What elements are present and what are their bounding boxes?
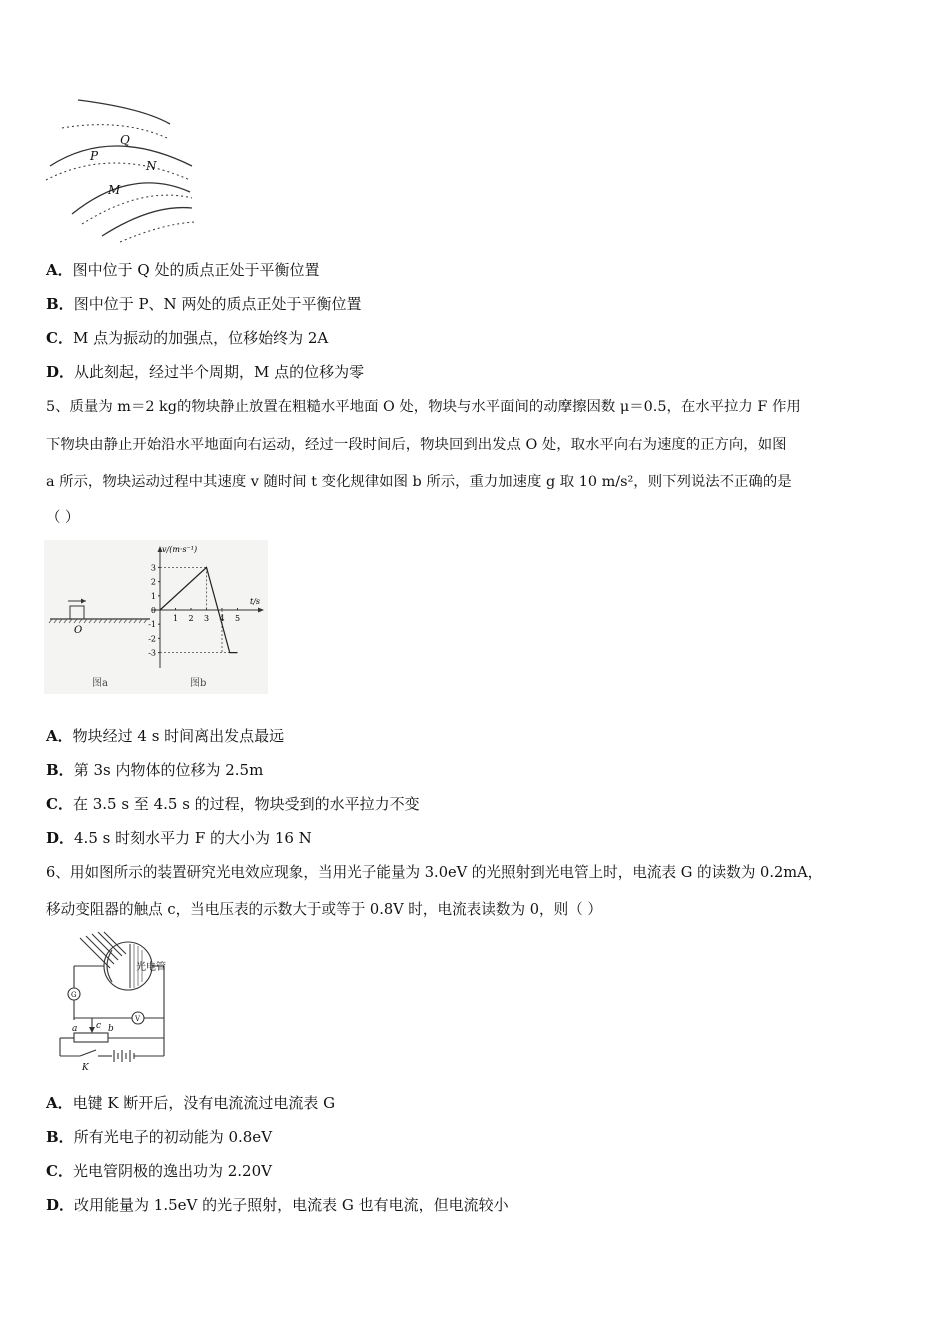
figure-a-origin-label: O <box>74 625 83 636</box>
figure-a-caption: 图a <box>92 678 108 689</box>
option-text: 物块经过 4 s 时间离出发点最远 <box>72 727 285 745</box>
q6-stem-line-2: 移动变阻器的触点 c，当电压表的示数大于或等于 0.8V 时，电流表读数为 0，则（ ） <box>46 901 602 918</box>
voltmeter-label: V <box>135 1015 141 1023</box>
wave-label-p: P <box>90 149 99 163</box>
q5-option-b <box>46 760 263 780</box>
option-text: 在 3.5 s 至 4.5 s 的过程，物块受到的水平拉力不变 <box>72 795 420 813</box>
wave-interference-figure <box>42 96 202 244</box>
q5-stem-line-4: （ ） <box>46 510 80 526</box>
x-tick-label: 5 <box>234 614 241 623</box>
wave-label-m: M <box>108 183 121 197</box>
option-text: 图中位于 Q 处的质点正处于平衡位置 <box>72 261 320 279</box>
galvanometer-label: G <box>71 991 77 999</box>
option-prefix: B． <box>46 295 74 313</box>
option-prefix: D． <box>46 1196 75 1214</box>
option-prefix: C． <box>46 329 73 347</box>
slider-label-c: c <box>96 1021 102 1031</box>
option-prefix: C． <box>46 1162 73 1180</box>
y-tick-label: -2 <box>148 634 156 644</box>
option-text: 所有光电子的初动能为 0.8eV <box>73 1128 273 1146</box>
y-tick-label: 2 <box>150 577 156 587</box>
option-prefix: A． <box>46 727 73 745</box>
option-text: 第 3s 内物体的位移为 2.5m <box>73 761 264 779</box>
q6-option-d <box>46 1195 509 1215</box>
q6-option-c <box>46 1161 272 1181</box>
switch-label-k: K <box>82 1063 89 1072</box>
velocity-time-figure <box>44 540 268 694</box>
figure-b-caption: 图b <box>190 678 207 689</box>
option-prefix: B． <box>46 1128 74 1146</box>
q4-option-a <box>46 260 319 280</box>
q6-stem-line-1: 6、用如图所示的装置研究光电效应现象，当用光子能量为 3.0eV 的光照射到光电管上时，电流表 G 的读数为 0.2mA， <box>46 864 823 881</box>
rheostat-label-a: a <box>72 1024 78 1034</box>
option-text: 改用能量为 1.5eV 的光子照射，电流表 G 也有电流，但电流较小 <box>74 1196 509 1214</box>
option-prefix: D． <box>46 363 75 381</box>
q5-option-a <box>46 726 284 746</box>
y-tick-label: 1 <box>150 591 156 601</box>
option-prefix: A． <box>46 1094 73 1112</box>
x-axis-label: t/s <box>250 597 261 606</box>
x-tick-label: 2 <box>188 614 194 623</box>
option-prefix: B． <box>46 761 74 779</box>
q4-option-b <box>46 294 361 314</box>
q5-option-c <box>46 794 420 814</box>
option-text: 电键 K 断开后，没有电流流过电流表 G <box>72 1094 336 1112</box>
q4-option-c <box>46 328 328 348</box>
y-tick-label: 3 <box>150 563 156 573</box>
q4-option-d <box>46 362 364 382</box>
q5-option-d <box>46 828 312 848</box>
phototube-label: 光电管 <box>136 962 166 973</box>
option-text: 光电管阴极的逸出功为 2.20V <box>72 1162 272 1180</box>
y-axis-label: v/(m·s⁻¹) <box>162 545 198 554</box>
wave-label-n: N <box>146 159 157 173</box>
q5-stem-line-1: 5、质量为 m＝2 kg的物块静止放置在粗糙水平地面 O 处，物块与水平面间的动摩擦因数 μ＝0.5，在水平拉力 F 作用 <box>46 399 801 415</box>
x-tick-label: 1 <box>172 614 179 623</box>
y-tick-label: 0 <box>150 606 156 615</box>
option-text: 图中位于 P、N 两处的质点正处于平衡位置 <box>73 295 362 313</box>
option-text: 4.5 s 时刻水平力 F 的大小为 16 N <box>74 829 312 847</box>
wave-label-q: Q <box>120 133 130 147</box>
x-tick-label: 4 <box>219 614 225 623</box>
q6-option-b <box>46 1127 272 1147</box>
x-tick-label: 3 <box>203 614 210 623</box>
q6-option-a <box>46 1093 335 1113</box>
option-prefix: A． <box>46 261 73 279</box>
photoelectric-circuit-figure <box>52 930 182 1072</box>
option-prefix: C． <box>46 795 73 813</box>
option-text: M 点为振动的加强点，位移始终为 2A <box>72 329 329 347</box>
y-tick-label: -1 <box>148 620 156 630</box>
q5-stem-line-3: a 所示，物块运动过程中其速度 v 随时间 t 变化规律如图 b 所示，重力加速度 g 取 10 m/s²，则下列说法不正确的是 <box>46 474 792 490</box>
q5-stem-line-2: 下物块由静止开始沿水平地面向右运动，经过一段时间后，物块回到出发点 O 处，取水平向右为速度的正方向，如图 <box>46 437 787 453</box>
option-text: 从此刻起，经过半个周期，M 点的位移为零 <box>74 363 365 381</box>
y-tick-label: -3 <box>148 648 156 658</box>
option-prefix: D． <box>46 829 75 847</box>
rheostat-label-b: b <box>108 1024 114 1034</box>
